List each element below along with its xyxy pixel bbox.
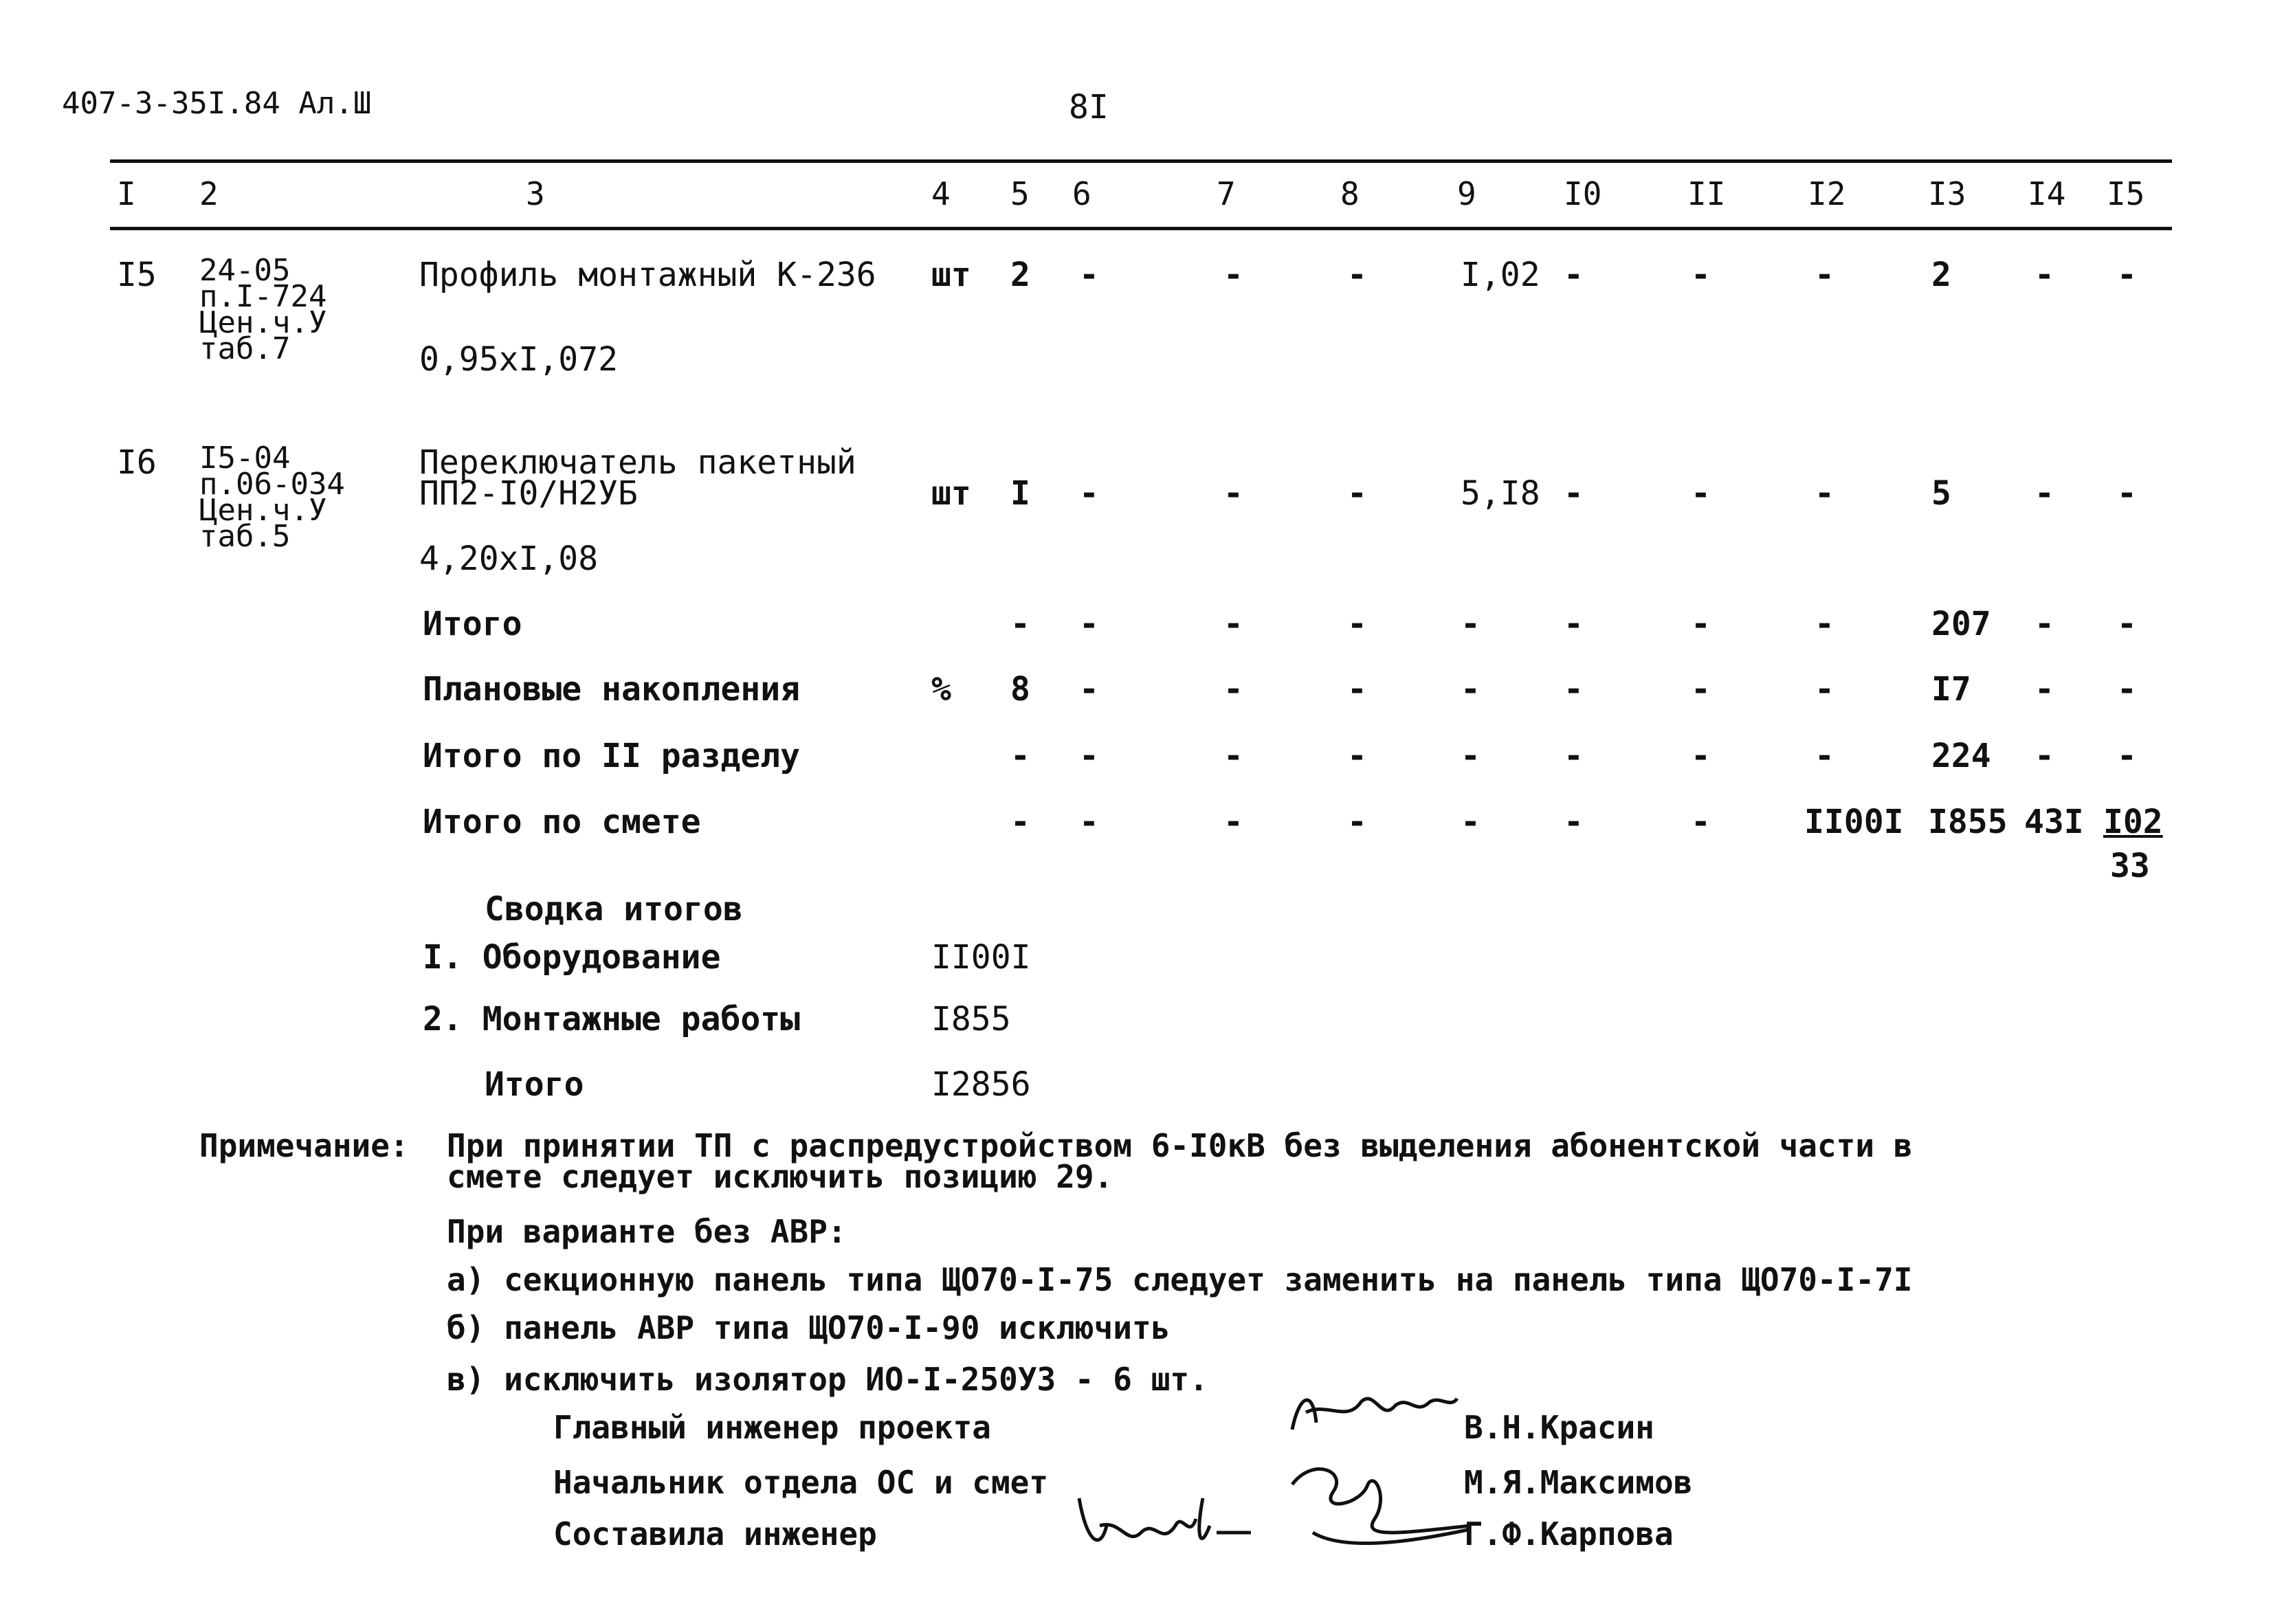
col-header-8: 8 <box>1340 175 1360 212</box>
note-item: б) панель АВР типа ЩО70-I-90 исключить <box>447 1309 1171 1346</box>
summary-item-label: Итого <box>485 1065 584 1104</box>
row-col14: - <box>2034 474 2054 513</box>
totals-label: Итого <box>423 605 522 643</box>
totals-col13: 207 <box>1931 605 1991 643</box>
totals-col10: - <box>1564 670 1584 709</box>
totals-label: Итого по смете <box>423 803 701 841</box>
totals-col7: - <box>1223 670 1243 709</box>
row-col13: 5 <box>1931 474 1951 513</box>
row-col13: 2 <box>1931 256 1951 294</box>
row-name: Профиль монтажный К-236 <box>419 256 876 294</box>
totals-col11: - <box>1691 737 1711 775</box>
totals-col10: - <box>1564 803 1584 841</box>
row-col14: - <box>2034 256 2054 294</box>
row-name: Переключатель пакетный <box>419 443 856 482</box>
signature-name: В.Н.Красин <box>1464 1409 1654 1446</box>
col-header-12: I2 <box>1808 175 1846 212</box>
totals-col12: II00I <box>1804 803 1904 841</box>
totals-label: Плановые накопления <box>423 670 801 709</box>
totals-col12: - <box>1815 605 1834 643</box>
totals-col14: - <box>2034 670 2054 709</box>
row-name-sub: 0,95xI,072 <box>419 340 618 379</box>
totals-col8: - <box>1347 605 1367 643</box>
note-line: При принятии ТП с распредустройством 6-I0кВ без выделения абонентской части в <box>447 1127 1913 1164</box>
totals-col6: - <box>1079 670 1099 709</box>
row-code-line: Цен.ч.У <box>199 305 327 340</box>
row-number: I5 <box>117 256 157 294</box>
row-number: I6 <box>117 443 157 482</box>
totals-unit: % <box>931 670 951 709</box>
row-col15: - <box>2117 256 2137 294</box>
table-top-rule <box>110 159 2172 163</box>
totals-col9: - <box>1461 803 1481 841</box>
row-col10: - <box>1564 256 1584 294</box>
row-unit: шт <box>931 474 971 513</box>
totals-col15-sub: 33 <box>2110 847 2150 885</box>
totals-col15: - <box>2117 737 2137 775</box>
signature-role: Начальник отдела ОС и смет <box>553 1464 1049 1501</box>
totals-col8: - <box>1347 803 1367 841</box>
note-item: в) исключить изолятор ИО-I-250УЗ - 6 шт. <box>447 1361 1208 1398</box>
totals-col14: - <box>2034 605 2054 643</box>
row-code-line: п.I-724 <box>199 279 327 314</box>
handwritten-signature-maksimov <box>1251 1457 1478 1560</box>
totals-col6: - <box>1079 803 1099 841</box>
totals-label: Итого по II разделу <box>423 737 801 775</box>
row-name-sub: 4,20xI,08 <box>419 540 599 578</box>
totals-qty: - <box>1010 737 1030 775</box>
totals-col14: - <box>2034 737 2054 775</box>
totals-qty: 8 <box>1010 670 1030 709</box>
row-col7: - <box>1223 256 1243 294</box>
summary-title: Сводка итогов <box>485 890 743 928</box>
note-label: Примечание: <box>199 1127 409 1164</box>
totals-col6: - <box>1079 605 1099 643</box>
row-col12: - <box>1815 474 1834 513</box>
col-header-14: I4 <box>2028 175 2066 212</box>
summary-item-label: I. Оборудование <box>423 938 721 977</box>
col-header-9: 9 <box>1457 175 1476 212</box>
note-line: При варианте без АВР: <box>447 1213 847 1250</box>
table-header-rule <box>110 227 2172 230</box>
row-col8: - <box>1347 256 1367 294</box>
summary-item-value: II00I <box>931 938 1031 977</box>
row-name: ПП2-I0/H2УБ <box>419 474 638 513</box>
totals-col13: I855 <box>1928 803 2008 841</box>
document-code: 407-3-35I.84 Ал.Ш <box>62 86 372 121</box>
signature-name: М.Я.Максимов <box>1464 1464 1693 1501</box>
col-header-2: 2 <box>199 175 219 212</box>
row-col15: - <box>2117 474 2137 513</box>
page-number: 8I <box>1069 88 1109 126</box>
col-header-7: 7 <box>1217 175 1236 212</box>
row-col11: - <box>1691 256 1711 294</box>
row-col11: - <box>1691 474 1711 513</box>
totals-col7: - <box>1223 605 1243 643</box>
totals-col10: - <box>1564 605 1584 643</box>
col-header-6: 6 <box>1072 175 1091 212</box>
row-col9: 5,I8 <box>1461 474 1540 513</box>
totals-col7: - <box>1223 737 1243 775</box>
col-header-15: I5 <box>2107 175 2145 212</box>
totals-col14: 43I <box>2024 803 2084 841</box>
row-col10: - <box>1564 474 1584 513</box>
row-code-line: I5-04 <box>199 441 291 476</box>
col-header-3: 3 <box>526 175 545 212</box>
totals-col9: - <box>1461 670 1481 709</box>
totals-col13: I7 <box>1931 670 1971 709</box>
col-header-13: I3 <box>1928 175 1966 212</box>
row-code-line: таб.5 <box>199 519 291 554</box>
totals-col10: - <box>1564 737 1584 775</box>
totals-qty: - <box>1010 605 1030 643</box>
summary-item-value: I2856 <box>931 1065 1031 1104</box>
col-header-1: I <box>117 175 136 212</box>
totals-col12: - <box>1815 737 1834 775</box>
totals-qty: - <box>1010 803 1030 841</box>
row-col9: I,02 <box>1461 256 1540 294</box>
totals-col15: - <box>2117 670 2137 709</box>
row-col7: - <box>1223 474 1243 513</box>
col-header-4: 4 <box>931 175 951 212</box>
totals-col15: - <box>2117 605 2137 643</box>
totals-col8: - <box>1347 670 1367 709</box>
summary-item-value: I855 <box>931 1000 1011 1038</box>
row-qty: 2 <box>1010 256 1030 294</box>
row-col6: - <box>1079 474 1099 513</box>
row-unit: шт <box>931 256 971 294</box>
totals-col7: - <box>1223 803 1243 841</box>
signature-role: Главный инженер проекта <box>553 1409 991 1446</box>
handwritten-signature-karpova <box>1072 1484 1265 1567</box>
note-line: смете следует исключить позицию 29. <box>447 1158 1113 1195</box>
row-code-line: п.06-034 <box>199 467 345 502</box>
totals-col8: - <box>1347 737 1367 775</box>
row-code-line: таб.7 <box>199 331 291 366</box>
totals-col12: - <box>1815 670 1834 709</box>
row-qty: I <box>1010 474 1030 513</box>
totals-col11: - <box>1691 803 1711 841</box>
summary-item-label: 2. Монтажные работы <box>423 1000 801 1038</box>
totals-col6: - <box>1079 737 1099 775</box>
totals-col9: - <box>1461 737 1481 775</box>
row-code-line: Цен.ч.У <box>199 493 327 528</box>
handwritten-signature-krasin <box>1285 1375 1464 1450</box>
row-col8: - <box>1347 474 1367 513</box>
col-header-10: I0 <box>1564 175 1602 212</box>
totals-col9: - <box>1461 605 1481 643</box>
totals-col15: I02 <box>2103 803 2163 841</box>
col-header-11: II <box>1687 175 1726 212</box>
totals-col13: 224 <box>1931 737 1991 775</box>
row-code-line: 24-05 <box>199 253 291 288</box>
totals-col11: - <box>1691 605 1711 643</box>
row-col12: - <box>1815 256 1834 294</box>
totals-col11: - <box>1691 670 1711 709</box>
signature-name: Г.Ф.Карпова <box>1464 1515 1674 1553</box>
signature-role: Составила инженер <box>553 1515 877 1553</box>
col-header-5: 5 <box>1010 175 1030 212</box>
note-item: а) секционную панель типа ЩО70-I-75 следует заменить на панель типа ЩО70-I-7I <box>447 1261 1913 1298</box>
row-col6: - <box>1079 256 1099 294</box>
